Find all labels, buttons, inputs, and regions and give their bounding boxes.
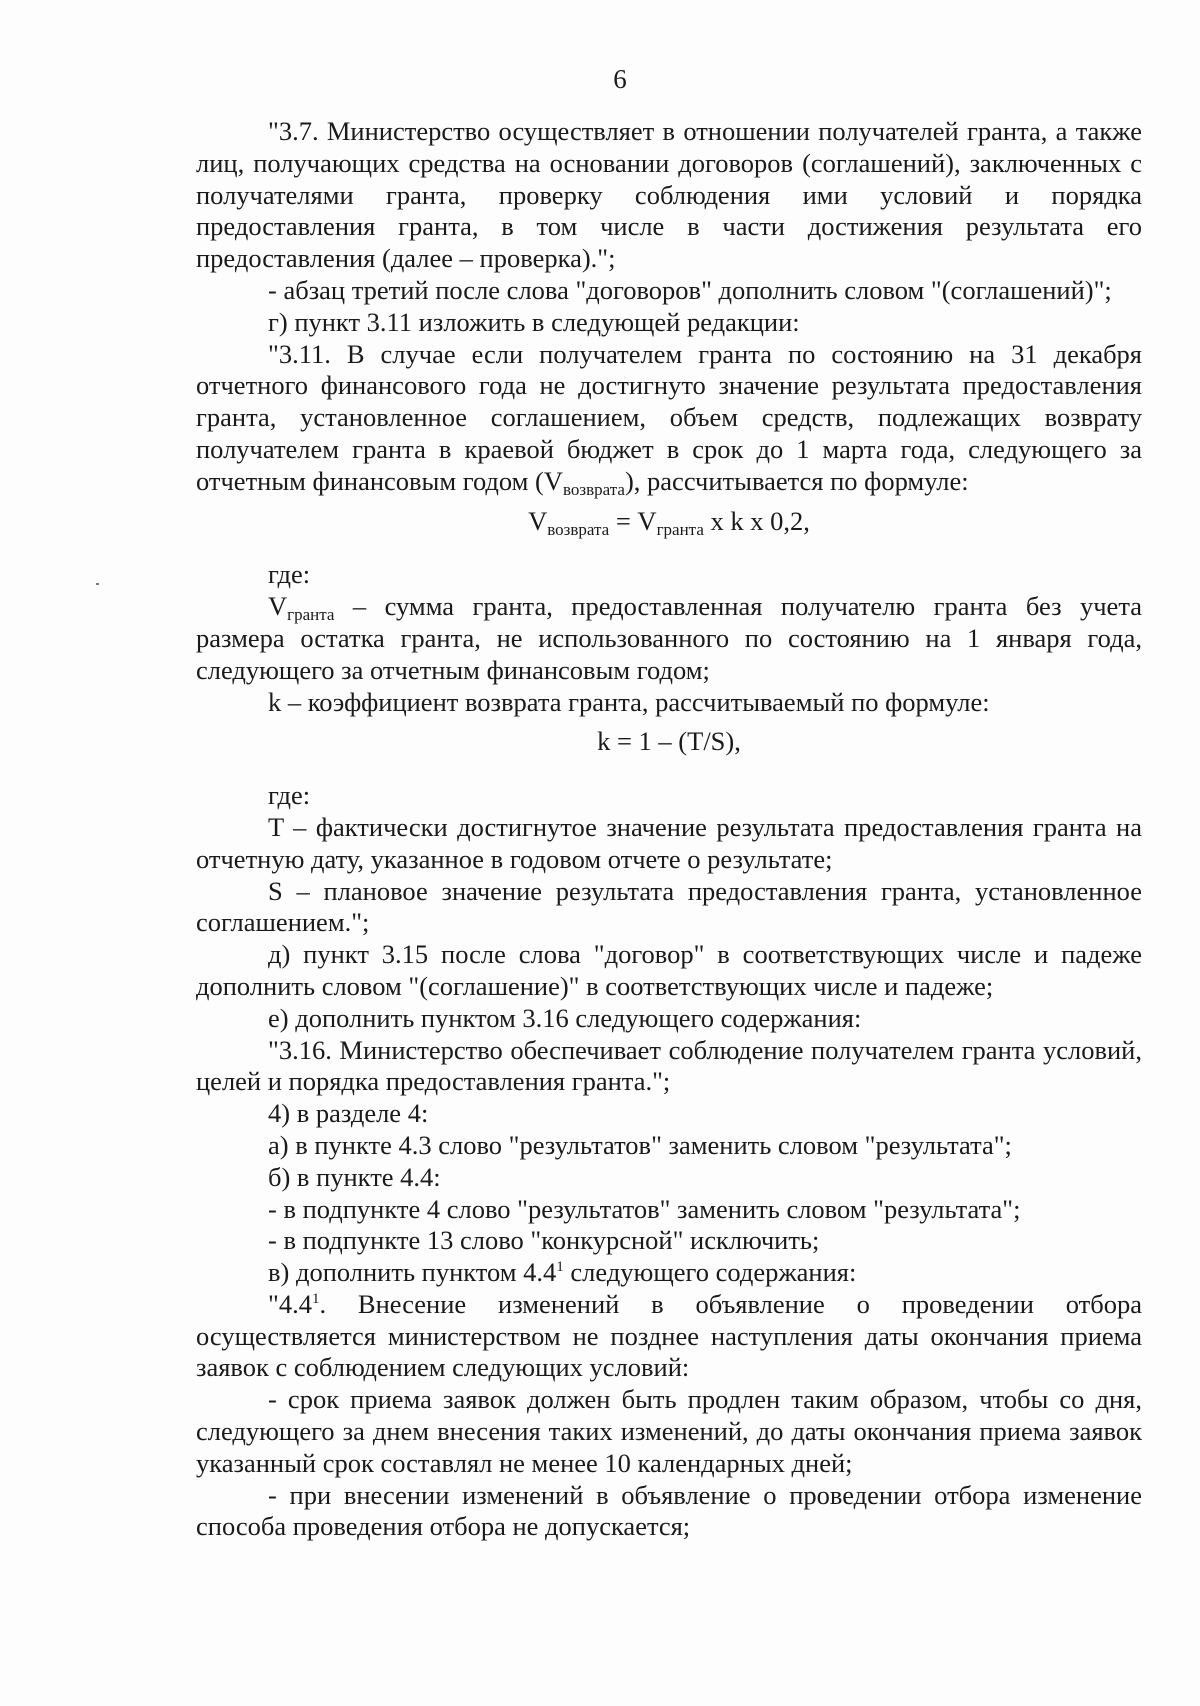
paragraph-v-add-4-4-1 (196, 1257, 1142, 1289)
v-grant-subscript: гранта (287, 605, 335, 625)
document-body (196, 116, 1142, 1543)
paragraph-k: k – коэффициент возврата гранта, рассчитываемый по формуле: (268, 686, 990, 717)
formula-v: V (528, 505, 548, 536)
paragraph-v-grant (196, 591, 1142, 686)
formula-sub-grant: гранта (656, 519, 704, 539)
point-4-4-1-label: "4.4 (268, 1288, 312, 1319)
paragraph-3-7: "3.7. Министерство осуществляет в отношении получателей гранта, а также лиц, получающих средства на основании договоров (соглашений), заключенных с получателями гранта, проверку соблюдения ими условий и порядка предоставления гранта, в том числе в части достижения результата его предоставления (далее – проверка)."; (196, 116, 1142, 274)
add-point-text: в) дополнить пунктом 4.4 (268, 1257, 557, 1288)
v-grant-symbol: V (268, 591, 288, 622)
superscript-1: 1 (556, 1259, 564, 1276)
page-number: 6 (613, 64, 627, 94)
paragraph-e: е) дополнить пунктом 3.16 следующего содержания: (268, 1002, 862, 1033)
formula-sub-return: возврата (547, 519, 610, 539)
add-point-tail: следующего содержания: (563, 1257, 857, 1288)
paragraph-3-16: "3.16. Министерство обеспечивает соблюдение получателем гранта условий, целей и порядка предоставления гранта."; (196, 1034, 1142, 1097)
superscript-1b: 1 (311, 1290, 320, 1307)
where-label-2: где: (268, 780, 311, 811)
paragraph-3-11 (196, 339, 1142, 498)
v-grant-definition: – сумма гранта, предоставленная получателю гранта без учета размера остатка гранта, не использованного по состоянию на 1 января года, следующего за отчетным финансовым годом; (196, 591, 1142, 685)
paragraph-3-11-tail: ), рассчитывается по формуле: (624, 465, 969, 496)
paragraph-4-4: б) в пункте 4.4: (268, 1161, 441, 1192)
v-return-subscript: возврата (563, 479, 625, 499)
formula-equals: = V (609, 505, 657, 536)
paragraph-subpoint-13: - в подпункте 13 слово "конкурсной" исключить; (268, 1225, 820, 1256)
formula-v-return (196, 498, 1142, 560)
formula-tail: x k x 0,2, (703, 505, 810, 536)
paragraph-4-4-1 (196, 1289, 1142, 1384)
paragraph-method-change: - при внесении изменений в объявление о проведении отбора изменение способа проведения отбора не допускается; (196, 1479, 1142, 1542)
paragraph-3-11-text: "3.11. В случае если получателем гранта по состоянию на 31 декабря отчетного финансового года не достигнуто значение результата предоставления гранта, установленное соглашением, объем средств, подлежащих возврату получателем гранта в краевой бюджет в срок до 1 марта года, следующего за отчетным финансовым годом (V (196, 338, 1142, 496)
paragraph-deadline-extension: - срок приема заявок должен быть продлен таким образом, чтобы со дня, следующего за днем внесения таких изменений, до даты окончания приема заявок указанный срок составлял не менее 10 календарных дней; (196, 1384, 1142, 1478)
paragraph-t: T – фактически достигнутое значение результата предоставления гранта на отчетную дату, указанное в годовом отчете о результате; (196, 811, 1142, 874)
paragraph-4-3: а) в пункте 4.3 слово "результатов" заменить словом "результата"; (268, 1129, 1012, 1160)
paragraph-g: г) пункт 3.11 изложить в следующей редакции: (268, 306, 800, 337)
point-4-4-1-text: . Внесение изменений в объявление о проведении отбора осуществляется министерством не позднее наступления даты окончания приема заявок с соблюдением следующих условий: (196, 1288, 1142, 1383)
formula-k: k = 1 – (T/S), (597, 726, 741, 757)
paragraph-amendment-third: - абзац третий после слова "договоров" дополнить словом "(соглашений)"; (268, 274, 1112, 305)
paragraph-d: д) пункт 3.15 после слова "договор" в соответствующих числе и падеже дополнить словом "(соглашение)" в соответствующих числе и падеже; (196, 939, 1142, 1001)
paragraph-s: S – плановое значение результата предоставления гранта, установленное соглашением."; (196, 875, 1142, 938)
scan-speck (96, 583, 99, 585)
paragraph-section-4: 4) в разделе 4: (268, 1098, 429, 1129)
where-label-1: где: (268, 559, 311, 590)
paragraph-subpoint-4: - в подпункте 4 слово "результатов" заменить словом "результата"; (268, 1193, 1021, 1224)
